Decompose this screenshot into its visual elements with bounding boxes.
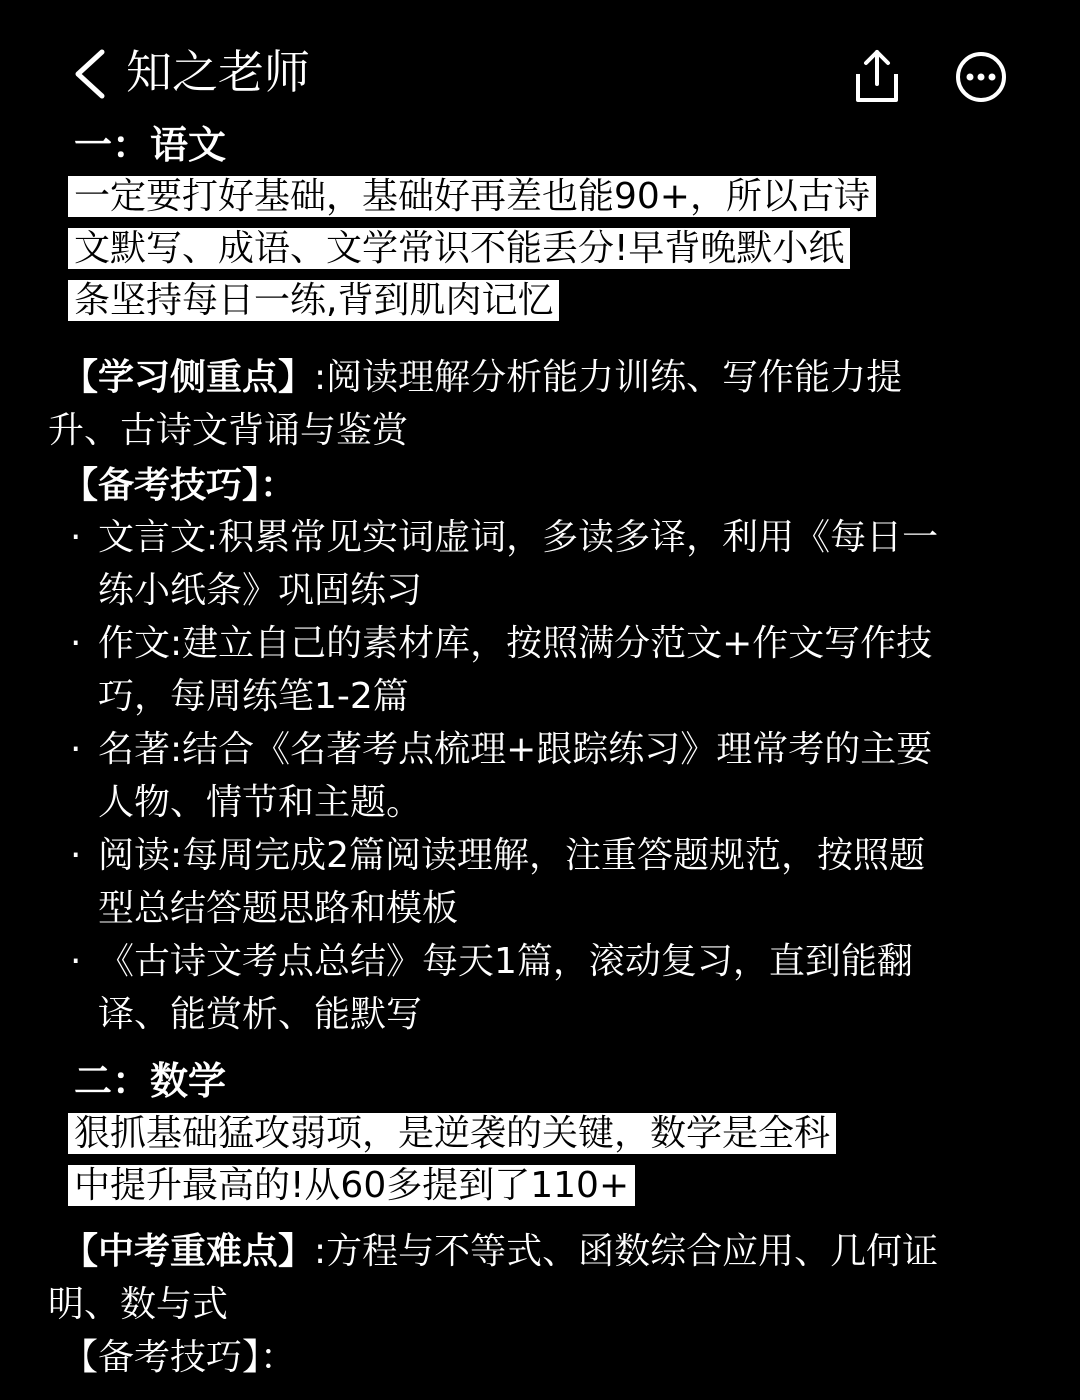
bullet-text-continued: 巧，每周练笔1-2篇 [98, 676, 409, 717]
tips-label: 【备考技巧】： [62, 465, 297, 506]
highlight-line [68, 174, 876, 220]
bullet-marker: · [70, 623, 82, 664]
bullet-text-continued: 人物、情节和主题。 [98, 782, 423, 823]
focus-paragraph [62, 1226, 938, 1278]
bullet-marker: · [70, 835, 82, 876]
highlight-text: 一定要打好基础，基础好再差也能90+，所以古诗 [68, 176, 876, 217]
section-heading-chinese: 一：语文 [74, 123, 227, 167]
section-heading-math: 二：数学 [74, 1059, 227, 1103]
focus-label: 【中考重难点】 [62, 1231, 315, 1272]
bullet-text: 作文:建立自己的素材库，按照满分范文+作文写作技 [98, 623, 933, 664]
highlight-line [68, 1111, 836, 1157]
highlight-line [68, 226, 850, 272]
highlight-text: 文默写、成语、文学常识不能丢分!早背晚默小纸 [68, 228, 850, 269]
bullet-marker: · [70, 941, 82, 982]
focus-text: :方程与不等式、函数综合应用、几何证 [314, 1231, 939, 1272]
bullet-text: 文言文:积累常见实词虚词，多读多译，利用《每日一 [98, 517, 939, 558]
bullet-marker: · [70, 517, 82, 558]
focus-text: :阅读理解分析能力训练、写作能力提 [314, 357, 903, 398]
focus-paragraph [62, 352, 902, 404]
top-bar [0, 0, 1080, 120]
share-icon[interactable] [852, 48, 902, 104]
highlight-line [68, 1163, 635, 1209]
highlight-line [68, 278, 559, 324]
bullet-text-continued: 练小纸条》巩固练习 [98, 570, 423, 611]
bullet-marker: · [70, 729, 82, 770]
highlight-text: 狠抓基础猛攻弱项，是逆袭的关键，数学是全科 [68, 1113, 836, 1154]
bullet-text-continued: 型总结答题思路和模板 [98, 888, 459, 929]
bullet-text: 《古诗文考点总结》每天1篇，滚动复习，直到能翻 [98, 941, 913, 982]
tips-label: 【备考技巧】： [62, 1337, 297, 1378]
highlight-text: 条坚持每日一练,背到肌肉记忆 [68, 280, 559, 321]
bullet-text: 名著:结合《名著考点梳理+跟踪练习》理常考的主要 [98, 729, 933, 770]
focus-text-continued: 明、数与式 [48, 1284, 229, 1325]
bullet-text: 阅读:每周完成2篇阅读理解，注重答题规范，按照题 [98, 835, 926, 876]
focus-text-continued: 升、古诗文背诵与鉴赏 [48, 410, 409, 451]
bullet-text-continued: 译、能赏析、能默写 [98, 994, 423, 1035]
highlight-text: 中提升最高的!从60多提到了110+ [68, 1165, 635, 1206]
page-title: 知之老师 [126, 45, 310, 99]
back-chevron-icon[interactable] [70, 46, 110, 102]
more-options-icon[interactable] [954, 50, 1008, 104]
focus-label: 【学习侧重点】 [62, 357, 315, 398]
